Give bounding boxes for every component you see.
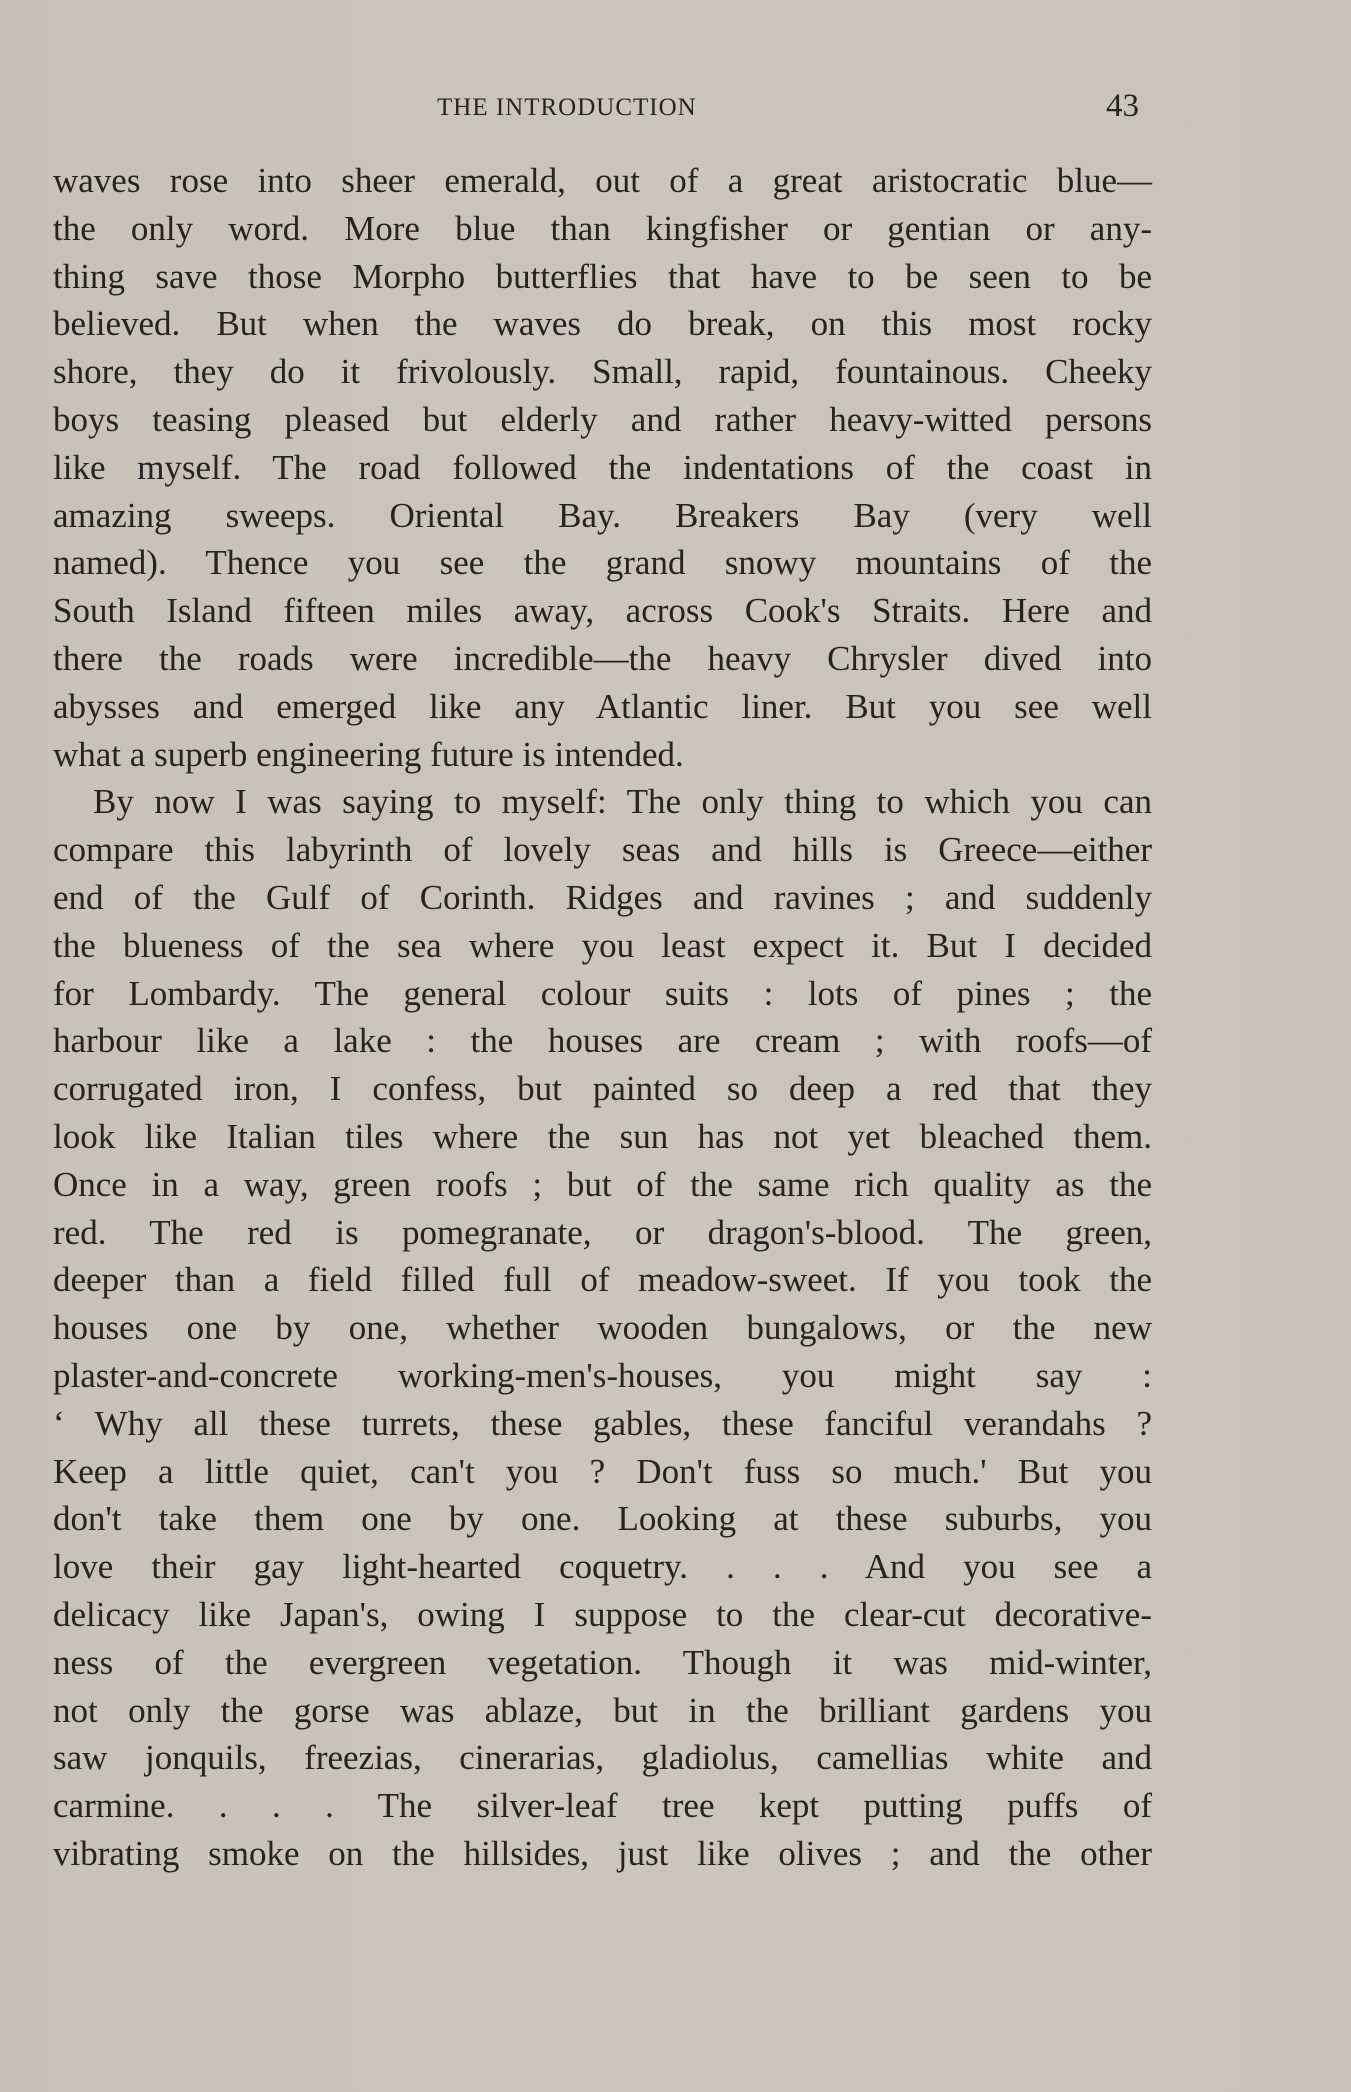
- text-line: waves rose into sheer emerald, out of a great aristocratic blue—: [53, 161, 1152, 200]
- text-line: abysses and emerged like any Atlantic liner. But you see well: [53, 686, 1152, 726]
- text-line: not only the gorse was ablaze, but in the brilliant gardens you: [53, 1690, 1152, 1730]
- text-line: ‘ Why all these turrets, these gables, these fanciful verandahs ?: [53, 1403, 1152, 1443]
- text-line: shore, they do it frivolously. Small, rapid, fountainous. Cheeky: [53, 352, 1152, 392]
- text-line: for Lombardy. The general colour suits : lots of pines ; the: [53, 973, 1152, 1013]
- text-line: Once in a way, green roofs ; but of the same rich quality as the: [53, 1164, 1152, 1204]
- text-line: the blueness of the sea where you least expect it. But I decided: [53, 925, 1152, 965]
- text-line: named). Thence you see the grand snowy mountains of the: [53, 543, 1152, 583]
- body-text: [53, 157, 1152, 1878]
- text-line: plaster-and-concrete working-men's-houses, you might say :: [53, 1355, 1152, 1395]
- text-line: Keep a little quiet, can't you ? Don't fuss so much.' But you: [53, 1451, 1152, 1491]
- text-line: harbour like a lake : the houses are cream ; with roofs—of: [53, 1021, 1152, 1061]
- text-line: love their gay light-hearted coquetry. . . . And you see a: [53, 1547, 1152, 1587]
- text-line: boys teasing pleased but elderly and rather heavy-witted persons: [53, 399, 1152, 439]
- chapter-title: THE INTRODUCTION: [437, 94, 697, 121]
- text-line: what a superb engineering future is intended.: [53, 734, 684, 774]
- text-line: end of the Gulf of Corinth. Ridges and ravines ; and suddenly: [53, 877, 1152, 917]
- text-line: look like Italian tiles where the sun has not yet bleached them.: [53, 1116, 1152, 1156]
- text-line: the only word. More blue than kingfisher or gentian or any-: [53, 208, 1152, 248]
- paragraph-2: [53, 778, 1152, 1877]
- paragraph-1: [53, 157, 1152, 778]
- running-head: [0, 88, 1351, 138]
- text-line: corrugated iron, I confess, but painted so deep a red that they: [53, 1069, 1152, 1109]
- text-line: vibrating smoke on the hillsides, just like olives ; and the other: [53, 1833, 1152, 1873]
- text-line: don't take them one by one. Looking at these suburbs, you: [53, 1499, 1152, 1539]
- text-line: delicacy like Japan's, owing I suppose to the clear-cut decorative-: [53, 1594, 1152, 1634]
- text-line: ness of the evergreen vegetation. Though it was mid-winter,: [53, 1642, 1152, 1682]
- text-line: deeper than a field filled full of meadow-sweet. If you took the: [53, 1260, 1152, 1300]
- text-line: there the roads were incredible—the heavy Chrysler dived into: [53, 638, 1152, 678]
- text-line: saw jonquils, freezias, cinerarias, gladiolus, camellias white and: [53, 1738, 1152, 1778]
- text-line: By now I was saying to myself: The only thing to which you can: [93, 782, 1152, 822]
- text-line: thing save those Morpho butterflies that have to be seen to be: [53, 256, 1152, 296]
- text-line: South Island fifteen miles away, across Cook's Straits. Here and: [53, 591, 1152, 631]
- text-line: red. The red is pomegranate, or dragon's-blood. The green,: [53, 1212, 1152, 1252]
- text-line: carmine. . . . The silver-leaf tree kept putting puffs of: [53, 1786, 1152, 1826]
- page-number: 43: [1106, 88, 1139, 124]
- text-line: amazing sweeps. Oriental Bay. Breakers Bay (very well: [53, 495, 1152, 535]
- text-line: like myself. The road followed the indentations of the coast in: [53, 447, 1152, 487]
- text-line: houses one by one, whether wooden bungalows, or the new: [53, 1308, 1152, 1348]
- text-line: believed. But when the waves do break, on this most rocky: [53, 304, 1152, 344]
- text-line: compare this labyrinth of lovely seas and hills is Greece—either: [53, 830, 1152, 870]
